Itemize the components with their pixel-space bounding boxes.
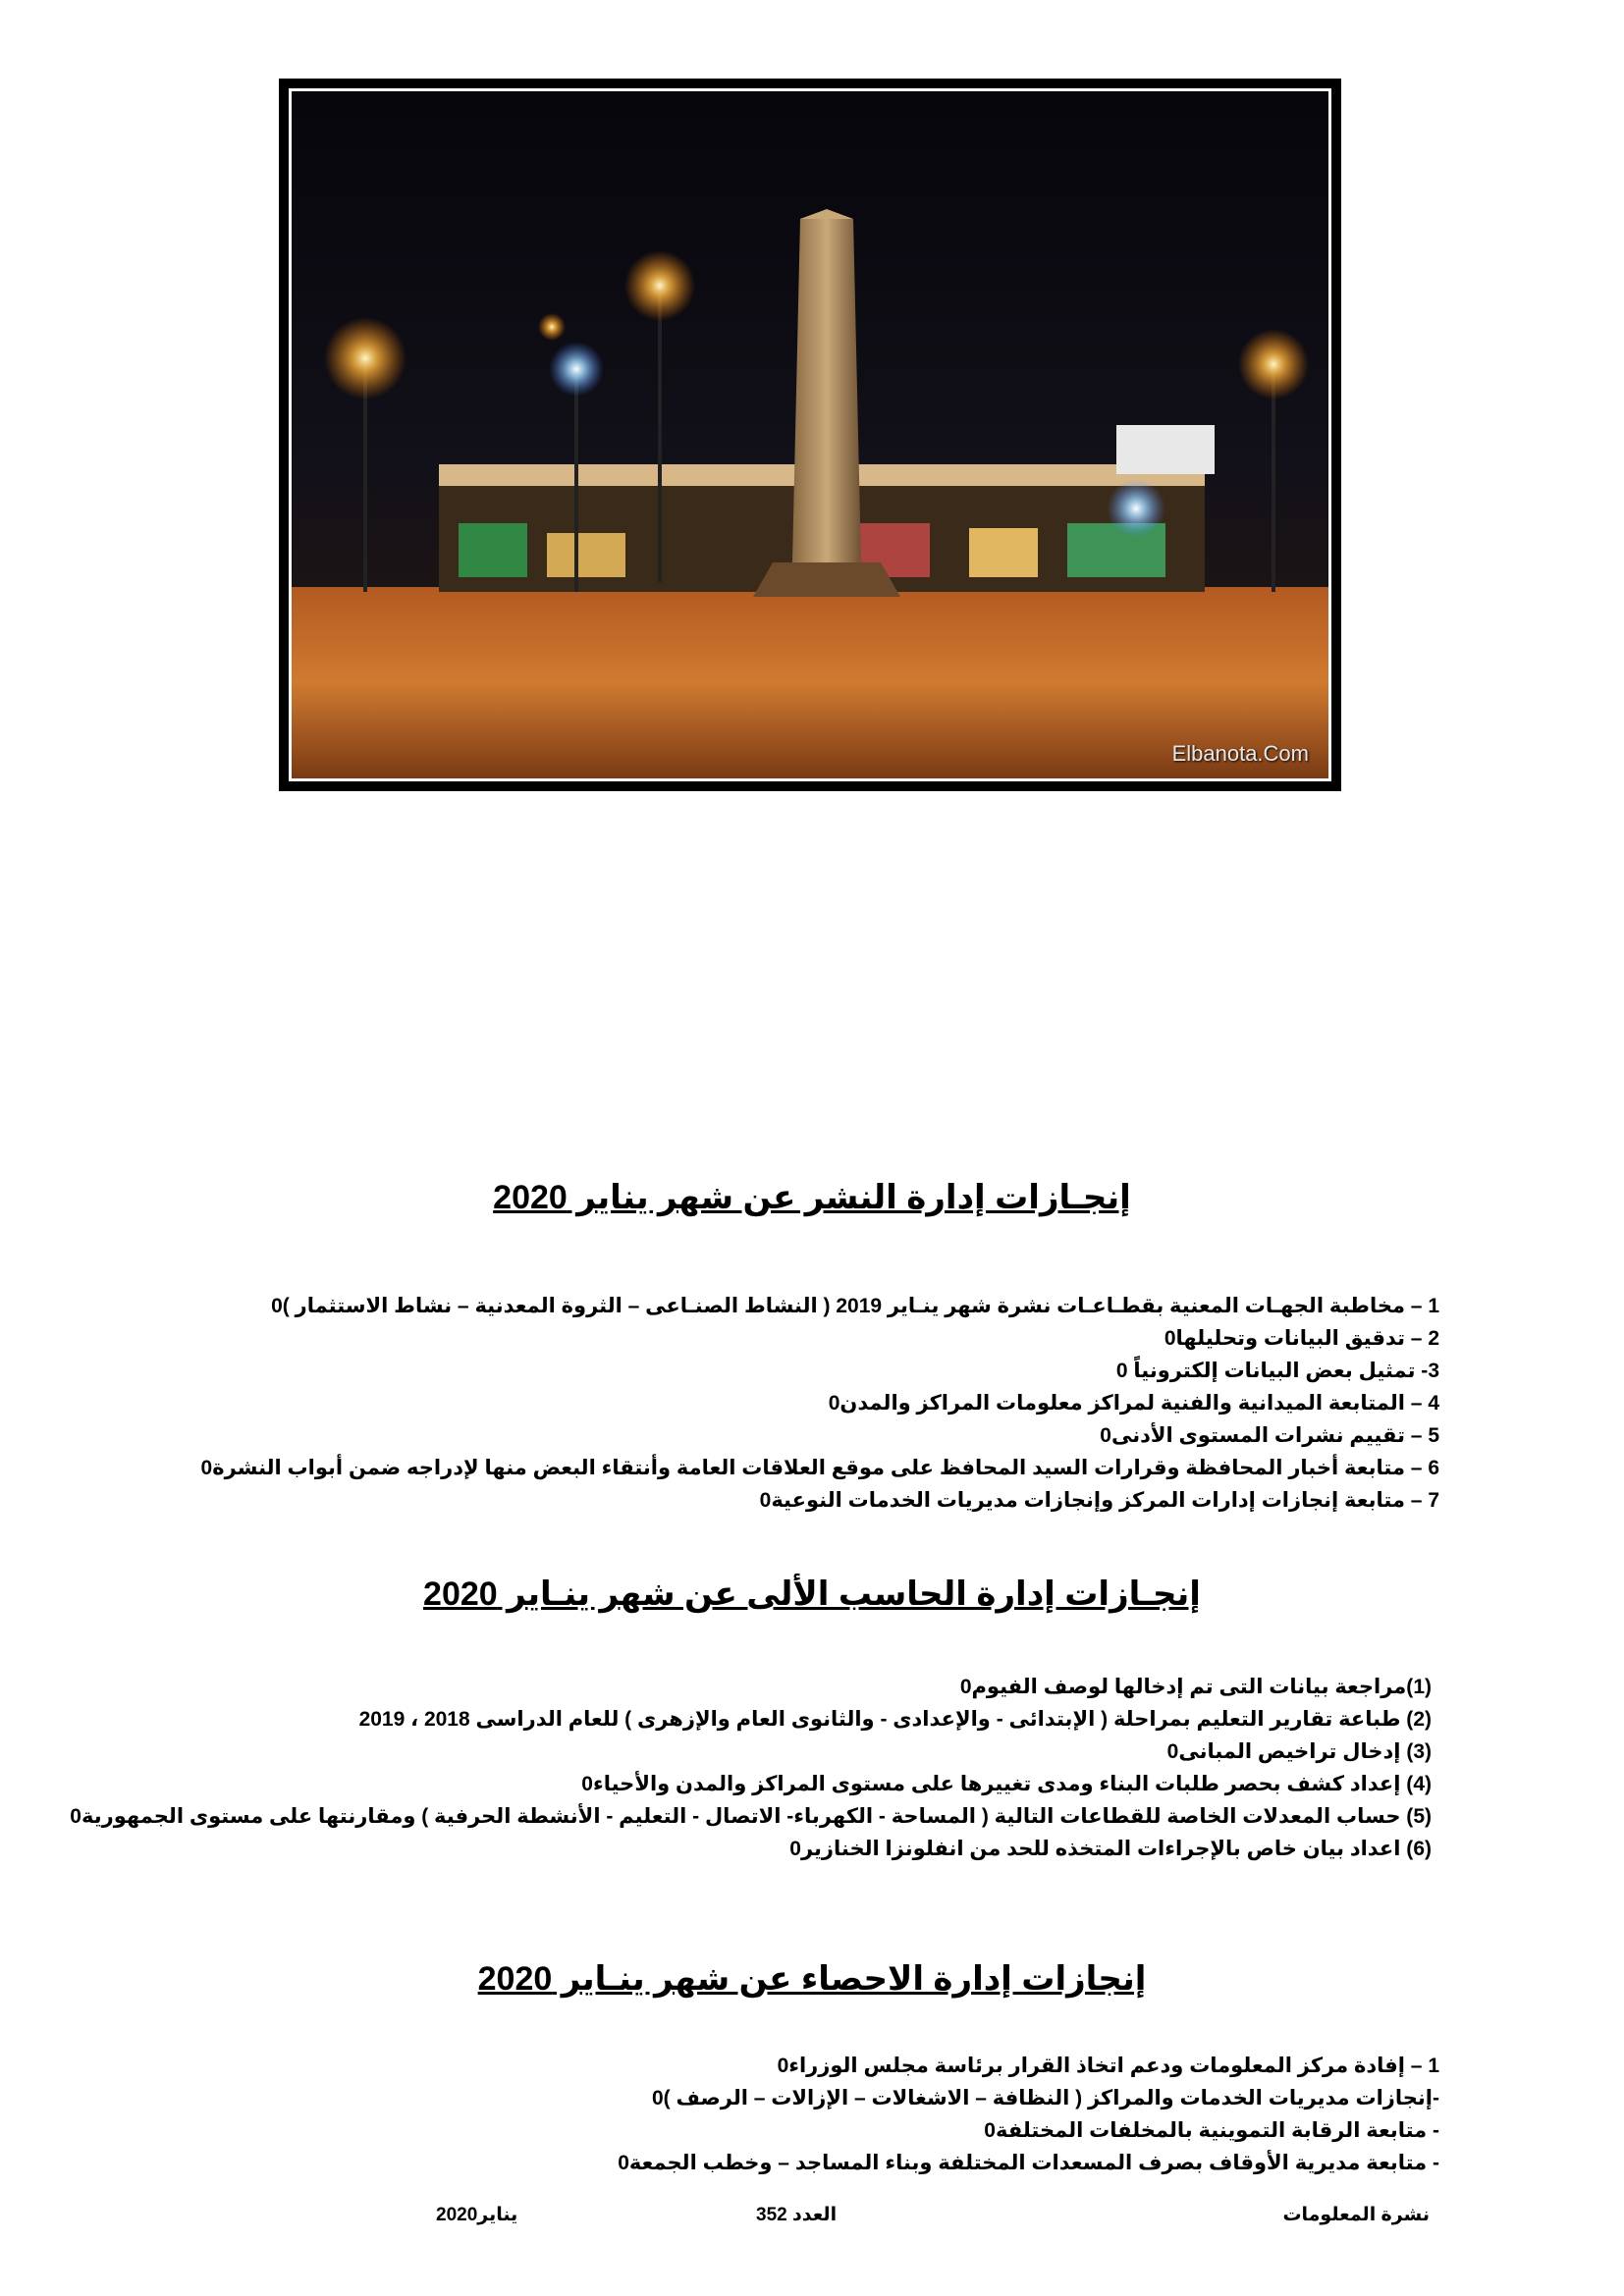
list-item: 5 – تقييم نشرات المستوى الأدنى0	[1100, 1424, 1439, 1447]
footer-date: يناير2020	[436, 2205, 518, 2225]
list-item: 1 – إفادة مركز المعلومات ودعم اتخاذ القرار برئاسة مجلس الوزراء0	[777, 2055, 1439, 2077]
list-item: (2) طباعة تقارير التعليم بمراحلة ( الإبتدائى - والإعدادى - والثانوى العام والإزهرى ) للعام الدراسى 2018 ، 2019	[358, 1708, 1432, 1731]
list-item: (4) إعداد كشف بحصر طلبات البناء ومدى تغييرها على مستوى المراكز والمدن والأحياء0	[581, 1773, 1432, 1795]
list-item: 1 – مخاطبة الجهـات المعنية بقطـاعـات نشرة شهر ينـاير 2019 ( النشاط الصنـاعى – الثروة المعدنية – نشاط الاستثمار )0	[271, 1295, 1439, 1317]
list-item: 4 – المتابعة الميدانية والفنية لمراكز معلومات المراكز والمدن0	[828, 1392, 1439, 1415]
statistics-achievements-list	[618, 2050, 1439, 2179]
list-item: 3- تمثيل بعض البيانات إلكترونياً 0	[1115, 1360, 1439, 1382]
list-item: - متابعة الرقابة التموينية بالمخلفات المختلفة0	[984, 2119, 1439, 2142]
list-item: 6 – متابعة أخبار المحافظة وقرارات السيد المحافظ على موقع العلاقات العامة وأنتقاء البعض منها لإدراجه ضمن أبواب النشرة0	[200, 1457, 1439, 1479]
section-title-computer: إنجـازات إدارة الحاسب الألى عن شهر ينـاير 2020	[423, 1575, 1201, 1613]
list-item: (1)مراجعة بيانات التى تم إدخالها لوصف الفيوم0	[959, 1676, 1432, 1698]
section-title-publishing: إنجـازات إدارة النشر عن شهر يناير 2020	[493, 1179, 1131, 1216]
list-item: 2 – تدقيق البيانات وتحليلها0	[1164, 1327, 1439, 1350]
list-item: (3) إدخال تراخيص المبانى0	[1166, 1740, 1432, 1763]
publishing-achievements-list	[201, 1290, 1439, 1517]
photo-watermark: Elbanota.Com	[1171, 741, 1309, 766]
computer-achievements-list	[70, 1671, 1432, 1865]
night-square-illustration	[292, 91, 1328, 778]
list-item: -إنجازات مديريات الخدمات والمراكز ( النظافة – الاشغالات – الإزالات – الرصف )0	[651, 2087, 1439, 2109]
list-item: - متابعة مديرية الأوقاف بصرف المسعدات المختلفة وبناء المساجد – وخطب الجمعة0	[618, 2152, 1439, 2174]
list-item: (6) اعداد بيان خاص بالإجراءات المتخذه للحد من انفلونزا الخنازير0	[789, 1838, 1432, 1860]
footer-issue: العدد 352	[756, 2205, 838, 2225]
footer-publication: نشرة المعلومات	[1282, 2205, 1430, 2225]
cover-photo-frame	[279, 79, 1341, 791]
list-item: (5) حساب المعدلات الخاصة للقطاعات التالية ( المساحة - الكهرباء- الاتصال - التعليم - الأنشطة الحرفية ) ومقارنتها على مستوى الجمهورية0	[70, 1805, 1432, 1828]
list-item: 7 – متابعة إنجازات إدارات المركز وإنجازات مديريات الخدمات النوعية0	[759, 1489, 1439, 1512]
cover-photo	[289, 88, 1331, 781]
section-title-statistics: إنجازات إدارة الاحصاء عن شهر ينـاير 2020	[477, 1960, 1147, 1998]
